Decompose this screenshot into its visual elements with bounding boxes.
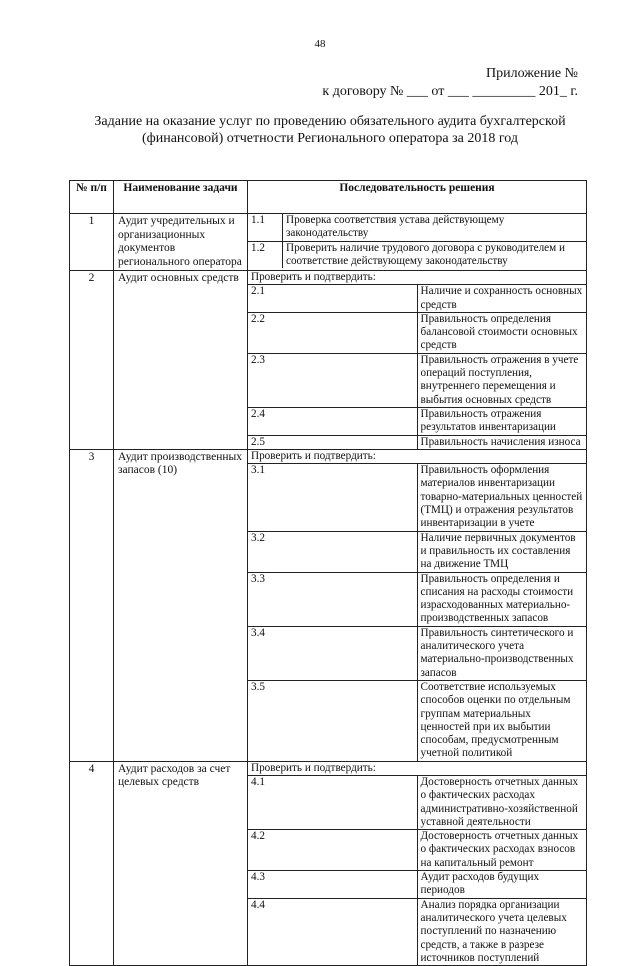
step-text: Наличие первичных документов и правильность их составления на движение ТМЦ [417,531,586,572]
check-prelude: Проверить и подтвердить: [248,762,586,776]
step-text: Правильность оформления материалов инвентаризации товарно-материальных ценностей (ТМЦ) и отражения результатов инвентаризации в учете [417,464,586,531]
table-row [70,214,587,271]
steps-table [248,762,586,965]
step-number: 3.4 [248,626,417,680]
sequence-cell [248,761,587,965]
step-text: Правильность определения балансовой стоимости основных средств [417,312,586,353]
step-number: 2.2 [248,312,417,353]
step-text: Проверить наличие трудового договора с руководителем и соответствие действующему законодательству [283,241,587,268]
check-prelude: Проверить и подтвердить: [248,450,586,464]
task-name: Аудит расходов за счет целевых средств [114,761,248,965]
step-number: 3.1 [248,464,417,531]
table-row [70,271,587,450]
step-row [248,680,586,760]
step-row [248,830,586,871]
step-number: 2.1 [248,285,417,313]
header-sequence: Последовательность решения [248,181,587,214]
step-row [248,407,586,435]
step-text: Анализ порядка организации аналитического учета целевых поступлений по назначению средств, а также в разрезе источников поступлений [417,898,586,965]
step-row [248,435,586,449]
table-row [70,761,587,965]
step-number: 1.1 [248,214,283,241]
step-row [248,572,586,626]
step-text: Соответствие используемых способов оценки по отдельным группам материальных ценностей при их выбытии способам, предусмотренным учетной политикой [417,680,586,760]
check-prelude: Проверить и подтвердить: [248,271,586,285]
step-number: 4.3 [248,871,417,899]
step-row [248,353,586,407]
document-title: Задание на оказание услуг по проведению обязательного аудита бухгалтерской (финансовой) отчетности Регионального оператора за 2018 год [94,114,566,146]
steps-table [248,450,586,761]
step-text: Наличие и сохранность основных средств [417,285,586,313]
step-number: 2.5 [248,435,417,449]
step-text: Аудит расходов будущих периодов [417,871,586,899]
page-number: 48 [314,38,326,50]
step-number: 2.3 [248,353,417,407]
task-name: Аудит учредительных и организационных документов регионального оператора [114,214,248,271]
step-row [248,531,586,572]
step-text: Правильность отражения результатов инвентаризации [417,407,586,435]
task-name: Аудит основных средств [114,271,248,450]
step-text: Правильность синтетического и аналитического учета материально-производственных запасов [417,626,586,680]
step-number: 3.3 [248,572,417,626]
audit-task-table [69,180,587,966]
header-task: Наименование задачи [114,181,248,214]
step-number: 4.1 [248,775,417,829]
step-text: Правильность отражения в учете операций поступления, внутреннего перемещения и выбытия основных средств [417,353,586,407]
steps-table [248,214,586,268]
step-number: 4.2 [248,830,417,871]
step-row [248,241,586,268]
step-row [248,214,586,241]
sequence-cell [248,214,587,271]
step-number: 1.2 [248,241,283,268]
appendix-label: Приложение № [486,66,578,81]
step-row [248,626,586,680]
sequence-cell [248,271,587,450]
step-row [248,871,586,899]
step-number: 2.4 [248,407,417,435]
row-number: 4 [70,761,114,965]
step-number: 3.5 [248,680,417,760]
table-row [70,449,587,761]
header-num: № п/п [70,181,114,214]
row-number: 2 [70,271,114,450]
step-text: Проверка соответствия устава действующему законодательству [283,214,587,241]
step-row [248,285,586,313]
step-text: Достоверность отчетных данных о фактических расходах взносов на капитальный ремонт [417,830,586,871]
step-row [248,775,586,829]
row-number: 3 [70,449,114,761]
task-name: Аудит производственных запасов (10) [114,449,248,761]
step-row [248,898,586,965]
row-number: 1 [70,214,114,271]
step-text: Правильность определения и списания на расходы стоимости израсходованных материально-производственных запасов [417,572,586,626]
steps-table [248,271,586,449]
contract-reference: к договору № ___ от ___ _________ 201_ г. [322,84,578,99]
step-row [248,312,586,353]
step-number: 4.4 [248,898,417,965]
step-text: Правильность начисления износа [417,435,586,449]
table-header-row [70,181,587,214]
sequence-cell [248,449,587,761]
step-row [248,464,586,531]
step-number: 3.2 [248,531,417,572]
step-text: Достоверность отчетных данных о фактических расходах административно-хозяйственной уставной деятельности [417,775,586,829]
